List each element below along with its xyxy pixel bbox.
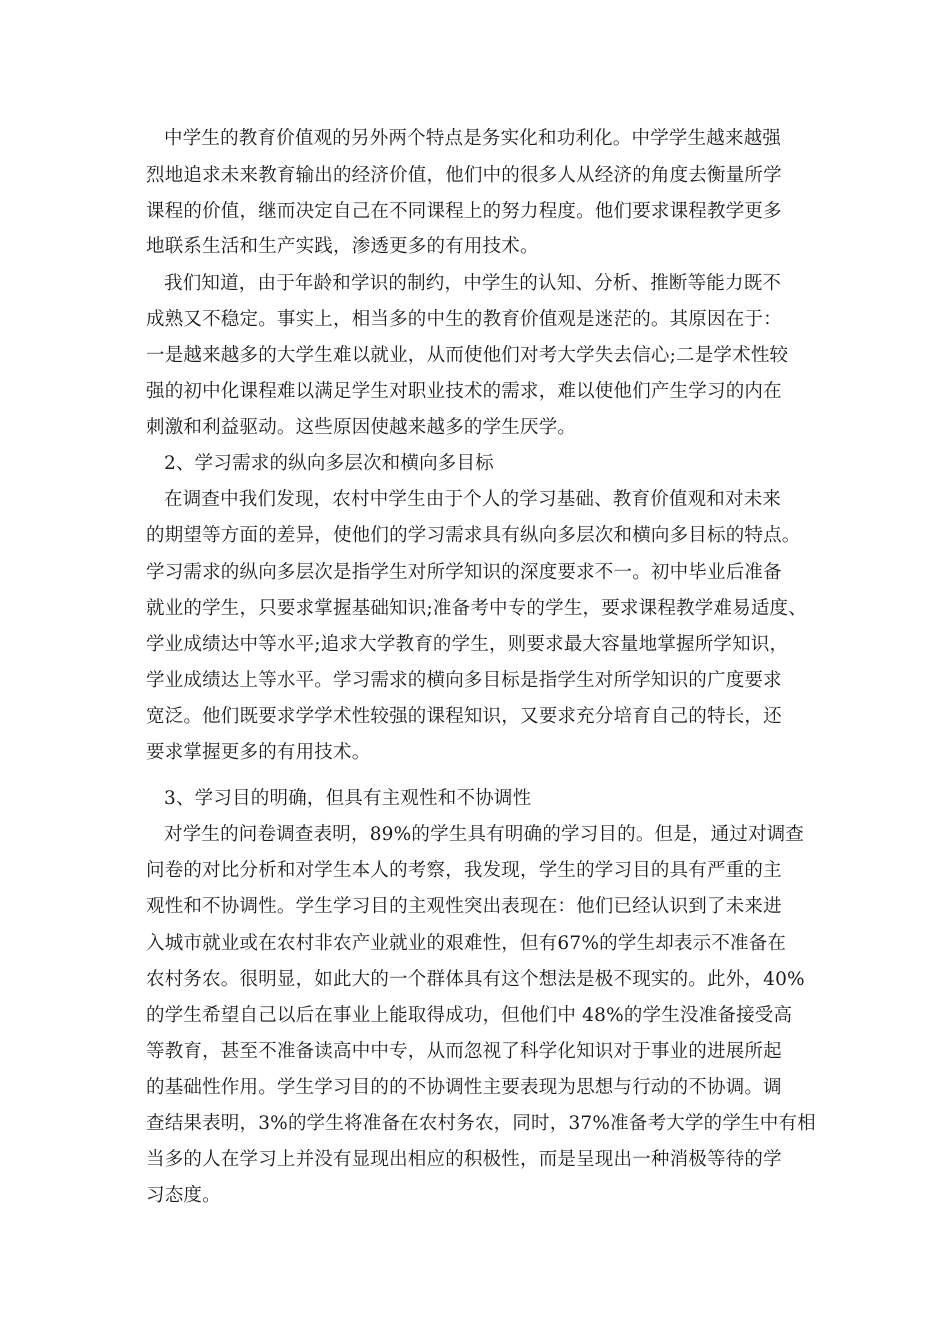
paragraph-line: 的期望等方面的差异，使他们的学习需求具有纵向多层次和横向多目标的特点。 (146, 525, 801, 546)
paragraph-line: 成熟又不稳定。事实上，相当多的中生的教育价值观是迷茫的。其原因在于： (146, 309, 782, 330)
paragraph-line: 学业成绩达中等水平;追求大学教育的学生，则要求最大容量地掌握所学知识， (146, 634, 789, 655)
paragraph-line: 对学生的问卷调查表明，89%的学生具有明确的学习目的。但是，通过对调查 (164, 824, 805, 845)
paragraph-line: 刺激和利益驱动。这些原因使越来越多的学生厌学。 (146, 417, 577, 438)
paragraph-line: 学业成绩达上等水平。学习需求的横向多目标是指学生对所学知识的广度要求 (146, 670, 782, 691)
paragraph-line: 地联系生活和生产实践，渗透更多的有用技术。 (146, 236, 539, 257)
paragraph-line: 的学生希望自己以后在事业上能取得成功，但他们中 48%的学生没准备接受高 (146, 1005, 793, 1026)
section-heading: 2、学习需求的纵向多层次和横向多目标 (164, 453, 494, 474)
paragraph-line: 学习需求的纵向多层次是指学生对所学知识的深度要求不一。初中毕业后准备 (146, 562, 782, 583)
paragraph-line: 问卷的对比分析和对学生本人的考察，我发现，学生的学习目的具有严重的主 (146, 860, 782, 881)
paragraph-line: 课程的价值，继而决定自己在不同课程上的努力程度。他们要求课程教学更多 (146, 201, 782, 222)
paragraph-line: 入城市就业或在农村非农产业就业的艰难性，但有67%的学生却表示不准备在 (146, 933, 787, 954)
paragraph-line: 查结果表明，3%的学生将准备在农村务农，同时，37%准备考大学的学生中有相 (146, 1113, 816, 1134)
paragraph-line: 强的初中化课程难以满足学生对职业技术的需求，难以使他们产生学习的内在 (146, 381, 782, 402)
paragraph-line: 宽泛。他们既要求学学术性较强的课程知识，又要求充分培育自己的特长，还 (146, 706, 782, 727)
paragraph-line: 中学生的教育价值观的另外两个特点是务实化和功利化。中学学生越来越强 (164, 128, 782, 149)
paragraph-line: 烈地追求未来教育输出的经济价值，他们中的很多人从经济的角度去衡量所学 (146, 165, 782, 186)
paragraph-line: 当多的人在学习上并没有显现出相应的积极性，而是呈现出一种消极等待的学 (146, 1149, 782, 1170)
paragraph-line: 农村务农。很明显，如此大的一个群体具有这个想法是极不现实的。此外，40% (146, 969, 805, 990)
paragraph-line: 观性和不协调性。学生学习目的主观性突出表现在：他们已经认识到了未来进 (146, 896, 782, 917)
paragraph-line: 在调查中我们发现，农村中学生由于个人的学习基础、教育价值观和对未来 (164, 489, 782, 510)
paragraph-line: 等教育，甚至不准备读高中中专，从而忽视了科学化知识对于事业的进展所起 (146, 1041, 782, 1062)
paragraph-line: 一是越来越多的大学生难以就业，从而使他们对考大学失去信心;二是学术性较 (146, 345, 789, 366)
section-heading: 3、学习目的明确，但具有主观性和不协调性 (164, 788, 532, 809)
paragraph-line: 要求掌握更多的有用技术。 (146, 742, 371, 763)
paragraph-line: 就业的学生，只要求掌握基础知识;准备考中专的学生，要求课程教学难易适度、 (146, 598, 807, 619)
paragraph-line: 的基础性作用。学生学习目的的不协调性主要表现为思想与行动的不协调。调 (146, 1077, 782, 1098)
paragraph-line: 我们知道，由于年龄和学识的制约，中学生的认知、分析、推断等能力既不 (164, 273, 782, 294)
paragraph-line: 习态度。 (146, 1185, 221, 1206)
